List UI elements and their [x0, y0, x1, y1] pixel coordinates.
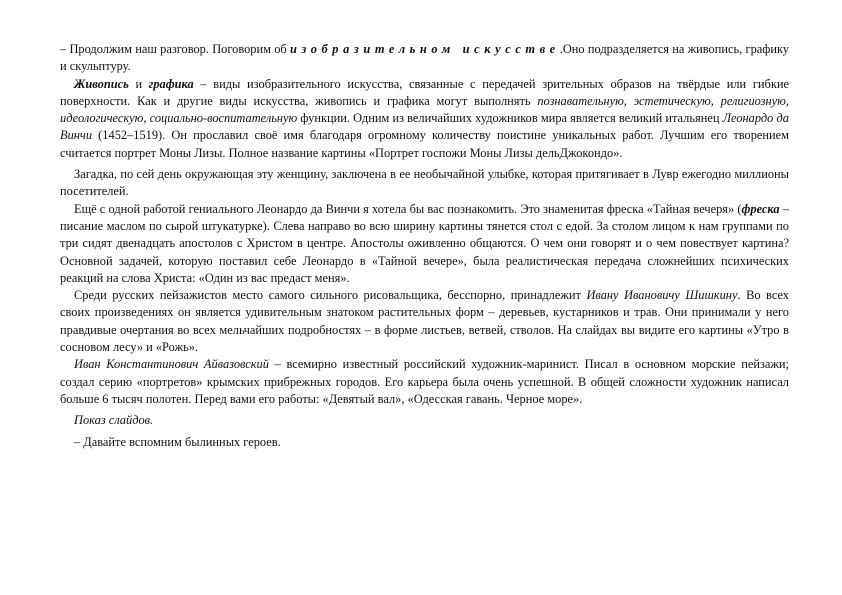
conjunction-text: и	[128, 76, 149, 91]
leonardo-name: Леонардо да Винчи	[60, 111, 789, 143]
shishkin-text: Среди русских пейзажистов место самого сильного рисовальщика, бесспорно, принадлежит	[74, 288, 587, 303]
paragraph-shishkin	[60, 287, 789, 356]
functions-text: функции. Одним из величайших художников мира является великий итальянец	[297, 111, 723, 126]
last-supper-text: Ещё с одной работой гениального Леонардо да Винчи я хотела бы вас познакомить. Это знаменитая фреска «Тайная вечеря» (	[74, 201, 742, 216]
paragraph-painting-graphics	[60, 76, 789, 162]
paragraph-last-supper	[60, 201, 789, 287]
shishkin-text-end: . Во всех своих произведениях он является удивительным знатоком растительных форм – деревьев, кустарников и трав. Они принимали у него правдивые очертания во всех мельчайших подробностях – в форме листьев, ветвей, стволов. На слайдах вы видите его картины «Утро в сосновом лесу» и «Рожь».	[60, 288, 790, 355]
last-supper-text-end: – писание маслом по сырой штукатурке). Слева направо во всю ширину картины тянется стол с едой. За столом лицом к нам группами по три сидят двенадцать апостолов с Христом в центре. Апостолы оживленно общаются. О чем они говорят и о чем повествует картина? Основной задачей, которую поставил себе Леонардо в «Тайной вечере», была реалистическая передача сложнейших психических реакций на слова Христа: «Один из вас предаст меня».	[60, 201, 789, 285]
aivazovsky-text: – всемирно известный российский художник-маринист. Писал в основном морские пейзажи; создал серию «портретов» крымских прибрежных городов. Его карьера была очень успешной. В общей сложности художник написал больше 6 тысяч полотен. Перед вами его работы: «Девятый вал», «Одесская гавань. Черное море».	[60, 357, 789, 406]
aivazovsky-name: Иван Константинович Айвазовский	[74, 357, 269, 372]
slides-note: Показ слайдов.	[74, 413, 154, 428]
definition-text: – виды изобразительного искусства, связанные с передачей зрительных образов на твёрдые или гибкие поверхности. Как и другие виды искусства, живопись и графика могут выполнять	[60, 76, 789, 108]
painting-term: Живопись	[74, 76, 129, 91]
intro-text-end: .Оно подразделяется на живопись, графику и скульптуру.	[60, 42, 789, 74]
paragraph-aivazovsky	[60, 356, 789, 408]
paragraph-mona-lisa: Загадка, по сей день окружающая эту женщину, заключена в ее необычайной улыбке, которая притягивает в Лувр ежегодно миллионы посетителей.	[60, 167, 789, 199]
paragraph-closing: – Давайте вспомним былинных героев.	[74, 434, 281, 449]
graphics-term: графика	[148, 76, 194, 91]
fine-art-term: изобразительном искусстве	[289, 42, 560, 56]
fresco-term: фреска	[741, 201, 780, 216]
shishkin-name: Ивану Ивановичу Шишкину	[586, 288, 738, 303]
leonardo-text: (1452–1519). Он прославил своё имя благодаря огромному количеству поистине уникальных работ. Лучшим его творением считается портрет Моны Лизы. Полное название картины «Портрет госпожи Моны Лизы дельДжокондо».	[60, 128, 789, 160]
functions-list: познавательную, эстетическую, религиозную, идеологическую, социально-воспитательную	[60, 93, 789, 126]
intro-text: – Продолжим наш разговор. Поговорим об	[60, 42, 290, 56]
paragraph-intro	[60, 41, 789, 76]
